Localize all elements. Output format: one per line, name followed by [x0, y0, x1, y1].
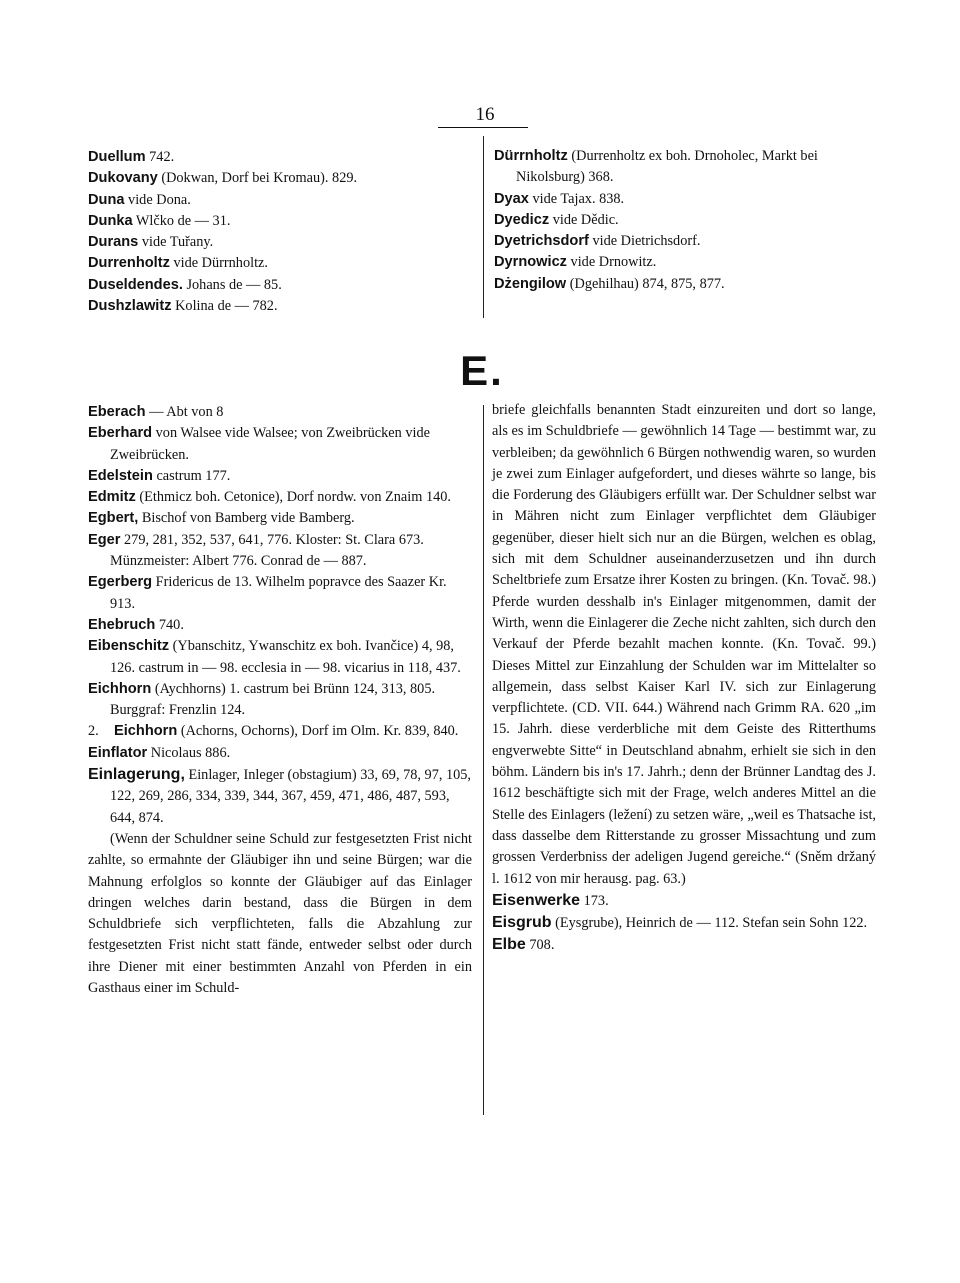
index-entry: [88, 679, 472, 722]
index-entry: [88, 508, 472, 529]
entry-text: (Aychhorns) 1. castrum bei Brünn 124, 313, 805. Burggraf: Frenzlin 124.: [110, 680, 436, 719]
index-entry: [88, 530, 472, 573]
entry-text: castrum 177.: [152, 467, 231, 484]
column-divider-bottom: [483, 405, 484, 1115]
entry-headword: Dürrnholtz: [494, 148, 568, 164]
entry-text: vide Drnowitz.: [566, 254, 657, 271]
index-entry: [88, 402, 472, 423]
entry-text: Johans de — 85.: [182, 276, 282, 293]
entry-text: vide Dietrichsdorf.: [588, 233, 701, 250]
index-entry: [88, 487, 472, 508]
index-entry: [88, 572, 472, 615]
entry-text: vide Dědic.: [549, 211, 619, 228]
index-entry: [492, 934, 876, 956]
index-entry: [494, 274, 884, 295]
entry-headword: Eisenwerke: [492, 891, 581, 909]
section-letter: E.: [460, 347, 504, 394]
entry-headword: Elbe: [492, 936, 526, 954]
index-entry: [494, 231, 884, 252]
entry-text: Fridericus de 13. Wilhelm popravce des Saazer Kr. 913.: [110, 574, 447, 612]
entry-headword: Egbert,: [88, 510, 139, 527]
entry-headword: Duellum: [88, 149, 146, 165]
entry-paragraph: briefe gleichfalls benannten Stadt einzureiten und dort so lange, als es im Schuldbriefe — gewöhnlich 14 Tage — bestimmt war, zu verbleiben; da gewöhnlich 6 Bürgen nothwendig waren, so wurden je zwei zum Einlager aufgefordert, und dieses währte so lange, bis die Forderung des Gläubigers erfüllt war. Der Schuldner selbst war in Mähren nicht zum Einlager verpflichtet dem Gläubiger gegenüber, dieser hielt sich nur an die Bürgen, welchen es oblag, sich mit dem Schuldner auseinanderzusetzen und ihn durch Scheltbriefe zum Ersatze ihrer Kosten zu bringen. (Kn. Tovač. 98.) Pferde wurden desshalb in's Einlager mitgenommen, damit der Wirth, wenn die Einlagerer die Zeche nicht zahlten, sich durch den Verkauf der Pferde bezahlt machen konnte. (Kn. Tovač. 99.) Dieses Mittel zur Einzahlung der Schulden war im Mittelalter so allgemein, dass selbst Kaiser Karl IV. sich zur Einlagerung verpflichtete. (CD. VII. 644.) Während nach Grimm RA. 620 „im 15. Jahrh. diese verderbliche mit dem Geiste des Ritterthums engverwebte Sitte“ in Deutschland abnahm, erhielt sie sich in den böhm. Ländern bis in's 17. Jahrh.; denn der Brünner Landtag des J. 1612 beschäftigte sich mit der Frage, welch anderes Mittel an die Stelle des Einlagers (ležení) zu setzen wäre, „weil es Thatsache ist, dass dasselbe dem Ritterstande zu grosser Missachtung und zum grossen Verderbniss der adeligen Jugend gereiche.“ (Sněm držaný l. 1612 von mir herausg. pag. 63.): [492, 402, 876, 887]
entry-text: 708.: [525, 937, 555, 954]
index-entry: [88, 275, 478, 296]
index-entry: [88, 147, 478, 168]
page-number: 16: [475, 104, 495, 125]
index-entry: [88, 721, 472, 742]
entry-text: Einlager, Inleger (obstagium) 33, 69, 78, 97, 105, 122, 269, 286, 334, 339, 344, 367, 459, 471, 486, 487, 593, 644, 874.: [110, 767, 472, 826]
index-column-top-right: [494, 146, 884, 295]
index-entry: [492, 890, 876, 912]
entry-paragraph: (Wenn der Schuldner seine Schuld zur festgesetzten Frist nicht zahlte, so ermahnte der Gläubiger ihn und seine Bürgen; war die Mahnung erfolglos so konnte der Gläubiger auf das Einlager dringen welches darin bestand, dass die Bürgen in dem Schuldbriefe sich verpflichteten, falls die Abzahlung zur festgesetzten Frist nicht statt fände, entweder selbst oder durch ihre Diener mit einer bestimmten Anzahl von Pferden in ein Gasthaus einer im Schuld-: [88, 830, 472, 997]
entry-number: 2.: [88, 723, 99, 740]
entry-text: (Achorns, Ochorns), Dorf im Olm. Kr. 839, 840.: [177, 723, 459, 740]
entry-headword: Ehebruch: [88, 616, 156, 633]
entry-headword: Dunka: [88, 212, 133, 229]
entry-headword: Dyetrichsdorf: [494, 233, 589, 250]
entry-text: (Ethmicz boh. Cetonice), Dorf nordw. von Znaim 140.: [135, 489, 451, 506]
entry-text: 279, 281, 352, 537, 641, 776. Kloster: St. Clara 673. Münzmeister: Albert 776. Conrad de — 887.: [110, 531, 424, 570]
index-entry: [88, 423, 472, 466]
index-entry: [494, 146, 884, 189]
entry-headword: Eichhorn: [88, 680, 152, 697]
index-column-bottom-left: [88, 402, 472, 999]
index-entry: [88, 466, 472, 487]
entry-headword: Dyax: [494, 190, 529, 207]
index-entry: [494, 189, 884, 210]
index-entry: [88, 168, 478, 189]
entry-text: 173.: [580, 892, 609, 909]
entry-text: vide Dürrnholtz.: [169, 255, 268, 272]
entry-text: (Ybanschitz, Ywanschitz ex boh. Ivančice) 4, 98, 126. castrum in — 98. ecclesia in — 98. vicarius in 118, 437.: [110, 638, 461, 676]
entry-headword: Dżengilow: [494, 275, 567, 292]
entry-text: Wlčko de — 31.: [132, 212, 231, 229]
entry-headword: Eberhard: [88, 425, 153, 442]
entry-text: vide Tajax. 838.: [528, 190, 625, 207]
index-entry: [494, 252, 884, 273]
entry-headword: Einflator: [88, 744, 148, 761]
entry-text: (Durrenholtz ex boh. Drnoholec, Markt bei Nikolsburg) 368.: [516, 148, 818, 186]
entry-text: 742.: [145, 149, 175, 165]
entry-text: (Dgehilhau) 874, 875, 877.: [566, 275, 725, 292]
index-entry: [88, 615, 472, 636]
entry-headword: Edelstein: [88, 467, 153, 484]
entry-text: (Dokwan, Dorf bei Kromau). 829.: [157, 170, 358, 187]
entry-headword: Durans: [88, 234, 139, 251]
index-entry: [88, 253, 478, 274]
entry-headword: Eichhorn: [114, 723, 178, 740]
index-entry: [88, 296, 478, 317]
entry-text: (Eysgrube), Heinrich de — 112. Stefan sein Sohn 122.: [551, 915, 868, 932]
entry-headword: Duna: [88, 191, 125, 208]
entry-headword: Eberach: [88, 404, 146, 420]
entry-text: Nicolaus 886.: [147, 744, 231, 761]
entry-text: 740.: [155, 616, 184, 633]
entry-headword: Dyrnowicz: [494, 254, 567, 271]
index-entry: [494, 210, 884, 231]
entry-text: von Walsee vide Walsee; von Zweibrücken vide Zweibrücken.: [110, 425, 430, 463]
entry-headword: Eger: [88, 531, 121, 548]
column-divider-top: [483, 136, 484, 318]
index-entry: [88, 232, 478, 253]
entry-headword: Duseldendes.: [88, 276, 183, 293]
index-entry: [88, 764, 472, 829]
entry-text: vide Dona.: [124, 191, 191, 208]
index-entry: [88, 743, 472, 764]
page-number-rule: [438, 127, 528, 128]
index-entry: [88, 190, 478, 211]
entry-text: — Abt von 8: [145, 404, 224, 420]
entry-headword: Dushzlawitz: [88, 298, 172, 315]
entry-headword: Edmitz: [88, 489, 136, 506]
index-column-top-left: [88, 147, 478, 317]
index-entry: [88, 636, 472, 679]
index-column-bottom-right: [492, 400, 876, 957]
entry-text: Kolina de — 782.: [171, 298, 278, 315]
entry-headword: Durrenholtz: [88, 255, 170, 272]
index-entry: [88, 211, 478, 232]
entry-headword: Eibenschitz: [88, 638, 170, 655]
entry-text: vide Tuřany.: [138, 234, 214, 251]
entry-headword: Dukovany: [88, 170, 158, 187]
entry-headword: Einlagerung,: [88, 766, 185, 784]
entry-text: Bischof von Bamberg vide Bamberg.: [138, 510, 355, 527]
index-entry: [492, 912, 876, 934]
entry-headword: Eisgrub: [492, 914, 552, 932]
entry-headword: Egerberg: [88, 574, 153, 591]
entry-headword: Dyedicz: [494, 211, 550, 228]
